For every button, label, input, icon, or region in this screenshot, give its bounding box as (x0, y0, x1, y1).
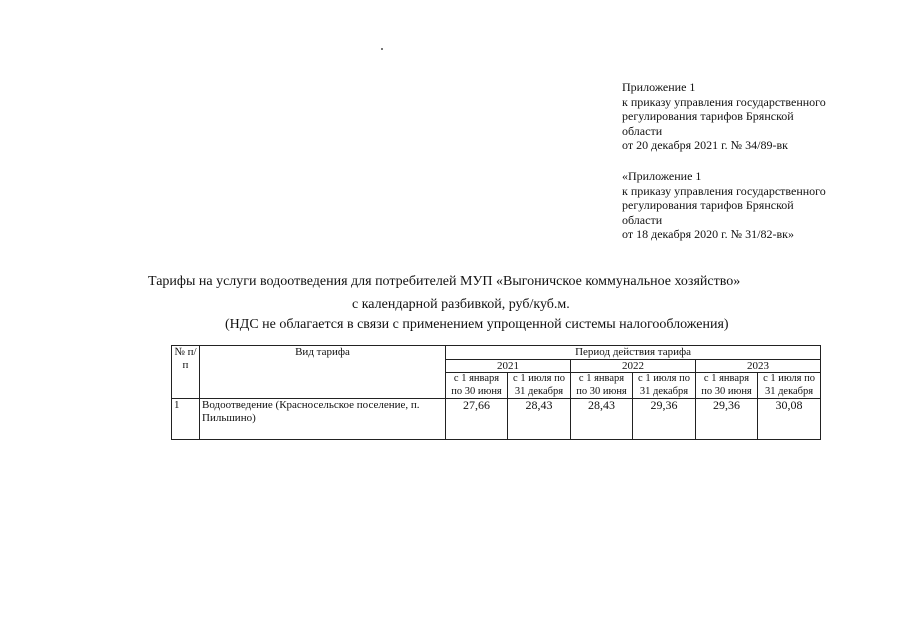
appendix-line: к приказу управления государственного (622, 183, 826, 198)
tariff-value: 29,36 (633, 399, 696, 440)
table-row (172, 399, 821, 440)
header-subperiod: с 1 июля по 31 декабря (758, 373, 821, 399)
appendix-line: области (622, 123, 663, 138)
header-subperiod: с 1 июля по 31 декабря (633, 373, 696, 399)
document-subtitle: с календарной разбивкой, руб/куб.м. (352, 297, 570, 312)
appendix-line: «Приложение 1 (622, 169, 702, 183)
tariff-value: 30,08 (758, 399, 821, 440)
appendix-line: области (622, 212, 663, 227)
tariff-value: 28,43 (571, 399, 633, 440)
header-subperiod: с 1 января по 30 июня (571, 373, 633, 399)
appendix-line: от 20 декабря 2021 г. № 34/89-вк (622, 138, 788, 152)
vat-note: (НДС не облагается в связи с применением упрощенной системы налогообложения) (225, 317, 729, 332)
document-title: Тарифы на услуги водоотведения для потребителей МУП «Выгоничское коммунальное хозяйство» (148, 274, 741, 289)
row-number: 1 (172, 399, 200, 440)
header-subperiod: с 1 января по 30 июня (446, 373, 508, 399)
appendix-line: от 18 декабря 2020 г. № 31/82-вк» (622, 227, 794, 241)
appendix-line: регулирования тарифов Брянской (622, 109, 794, 123)
appendix-line: к приказу управления государственного (622, 94, 826, 109)
appendix-block-current (622, 80, 826, 153)
tariff-table (171, 345, 821, 440)
tariff-value: 28,43 (508, 399, 571, 440)
header-year: 2022 (571, 359, 696, 373)
scan-speck (381, 48, 383, 50)
row-tariff-kind: Водоотведение (Красносельское поселение, п. Пильшино) (200, 399, 446, 440)
tariff-value: 27,66 (446, 399, 508, 440)
header-subperiod: с 1 января по 30 июня (696, 373, 758, 399)
header-year: 2021 (446, 359, 571, 373)
appendix-block-previous (622, 169, 826, 242)
header-tariff-kind: Вид тарифа (200, 346, 446, 399)
appendix-line: регулирования тарифов Брянской (622, 198, 794, 212)
table-header-row (172, 346, 821, 360)
appendix-line: Приложение 1 (622, 80, 696, 94)
tariff-value: 29,36 (696, 399, 758, 440)
header-year: 2023 (696, 359, 821, 373)
header-period: Период действия тарифа (446, 346, 821, 360)
header-subperiod: с 1 июля по 31 декабря (508, 373, 571, 399)
header-number: № п/п (172, 346, 200, 399)
